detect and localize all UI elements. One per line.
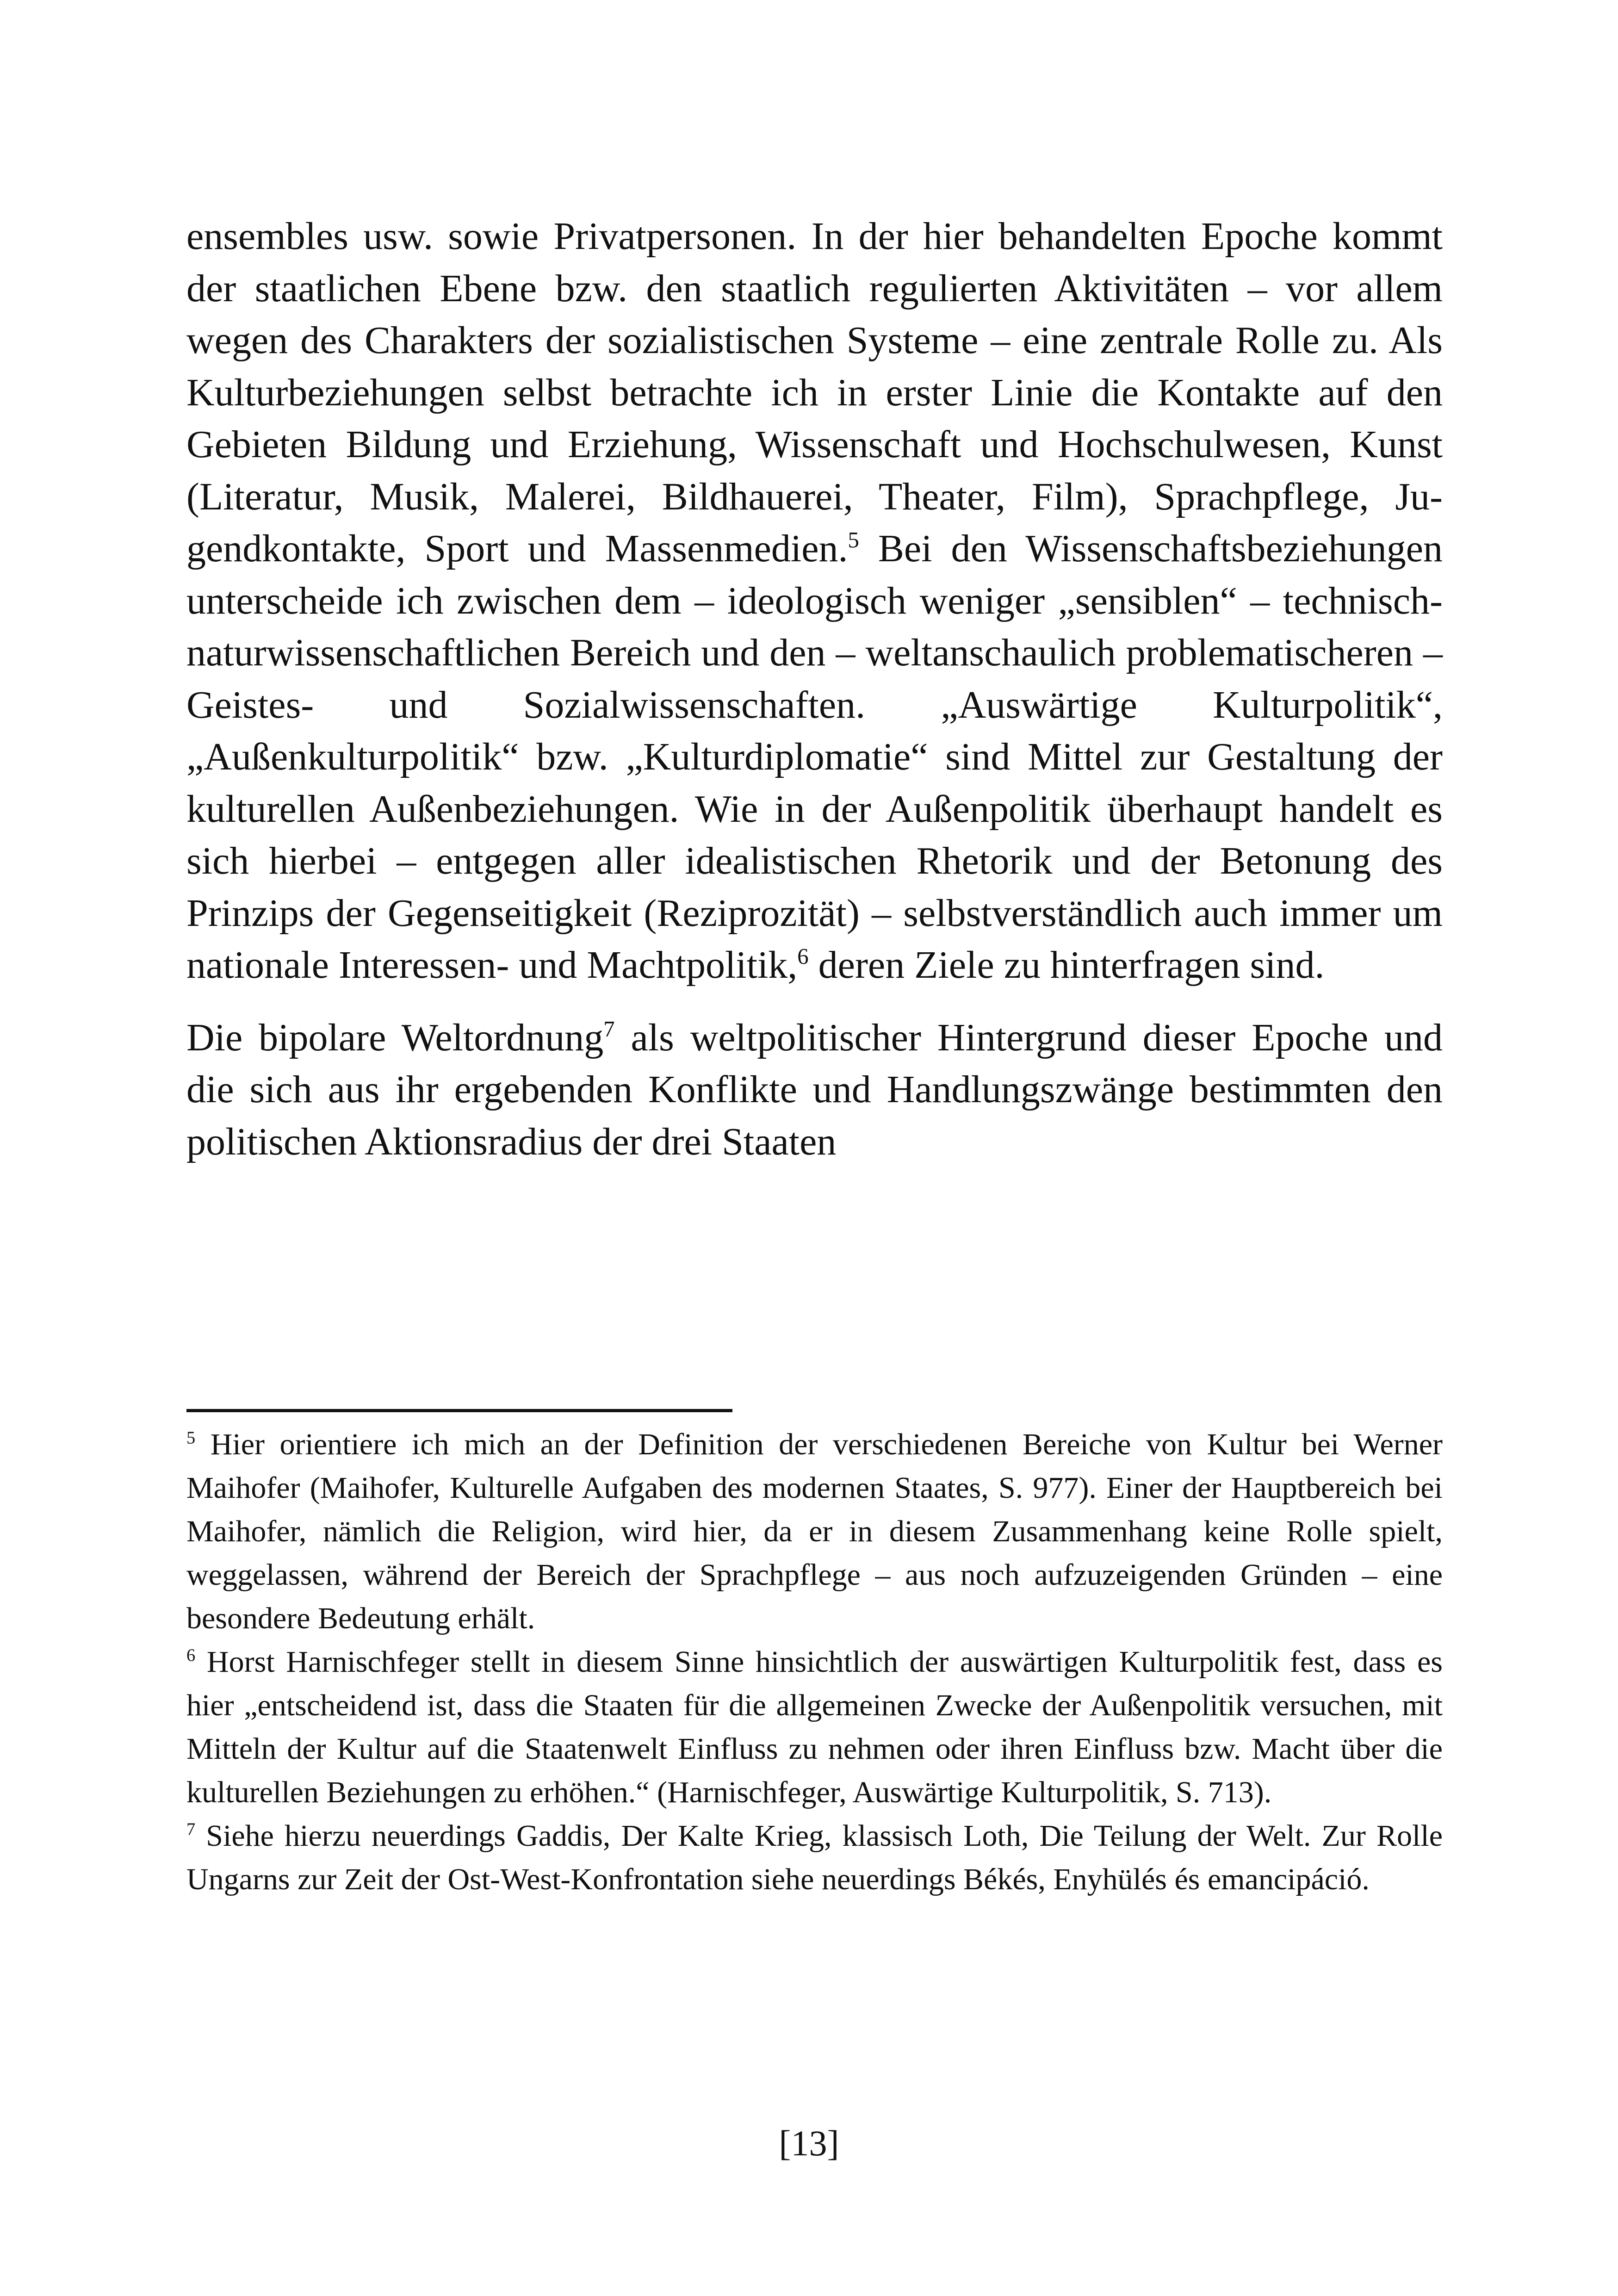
footnote-ref: 7 [603,1016,615,1042]
footnote-ref: 5 [848,527,859,552]
footnote-text: Horst Harnischfeger stellt in diesem Sinne hinsichtlich der auswärtigen Kulturpolitik fest, dass es hier „entscheidend ist, dass die Staaten für die allgemeinen Zwecke der Außenpolitik versuchen, mit Mitteln der Kultur auf die Staatenwelt Einfluss zu nehmen oder ihren Einfluss bzw. Macht über die kulturellen Beziehungen zu erhöhen.“ (Harnischfeger, Auswärtige Kulturpolitik, S. 713). [186,1645,1443,1809]
footnote [186,1640,1443,1814]
text-run: Die bipolare Weltordnung [186,1016,604,1059]
paragraph [186,211,1443,992]
footnote-number: 7 [186,1819,196,1839]
text-run: deren Ziele zu hinterfragen sind. [808,943,1325,987]
footnote-text: Hier orientiere ich mich an der Definition der verschiedenen Bereiche von Kultur bei Werner Maihofer (Maihofer, Kulturelle Aufgaben des modernen Staates, S. 977). Einer der Hauptbereich bei Maihofer, nämlich die Religion, wird hier, da er in diesem Zusammenhang keine Rolle spielt, weggelassen, während der Bereich der Sprachpflege – aus noch aufzuzeigenden Gründen – eine besondere Bedeutung erhält. [186,1427,1443,1635]
page-number: [13] [779,2123,839,2163]
footnote-number: 5 [186,1428,196,1448]
footnote [186,1423,1443,1640]
footnotes [186,1423,1443,1901]
paragraph [186,1012,1443,1168]
text-run: ensembles usw. sowie Privatpersonen. In der hier behandelten Epoche kommt der staatlichen Ebene bzw. den staatlich regulierten Aktivitäten – vor allem wegen des Charakters der sozialistischen Systeme – eine zentrale Rolle zu. Als Kulturbeziehungen selbst betrachte ich in erster Linie die Kontakte auf den Gebieten Bildung und Erziehung, Wissenschaft und Hochschulwesen, Kunst (Literatur, Musik, Malerei, Bildhauerei, Theater, Film), Sprachpflege, Jugendkontakte, Sport und Massenmedien. [186,215,1443,570]
footnote-text: Siehe hierzu neuerdings Gaddis, Der Kalte Krieg, klassisch Loth, Die Teilung der Welt. Zur Rolle Ungarns zur Zeit der Ost-West-Konfrontation siehe neuerdings Békés, Enyhülés és emancipáció. [186,1819,1443,1896]
main-text [186,211,1443,1168]
text-run: Bei den Wissenschaftsbeziehungen unterscheide ich zwischen dem – ideologisch weniger „sensiblen“ – technisch-naturwissenschaftlichen Bereich und den – weltanschaulich problematischeren – Geistes- und Sozialwissenschaften. „Auswärtige Kulturpolitik“, „Außenkulturpolitik“ bzw. „Kulturdiplomatie“ sind Mittel zur Gestaltung der kulturellen Außenbeziehungen. Wie in der Außenpolitik überhaupt handelt es sich hierbei – entgegen aller idealistischen Rhetorik und der Betonung des Prinzips der Gegenseitigkeit (Reziprozität) – selbstverständlich auch immer um nationale Interessen- und Machtpolitik, [186,527,1443,987]
footnote-divider [186,1409,732,1412]
footnote [186,1814,1443,1901]
text-run: als weltpolitischer Hintergrund dieser Epoche und die sich aus ihr ergebenden Konflikte und Handlungszwänge bestimmten den politischen Aktionsradius der drei Staaten [186,1016,1443,1163]
footnote-ref: 6 [797,943,809,969]
footnote-number: 6 [186,1645,196,1665]
